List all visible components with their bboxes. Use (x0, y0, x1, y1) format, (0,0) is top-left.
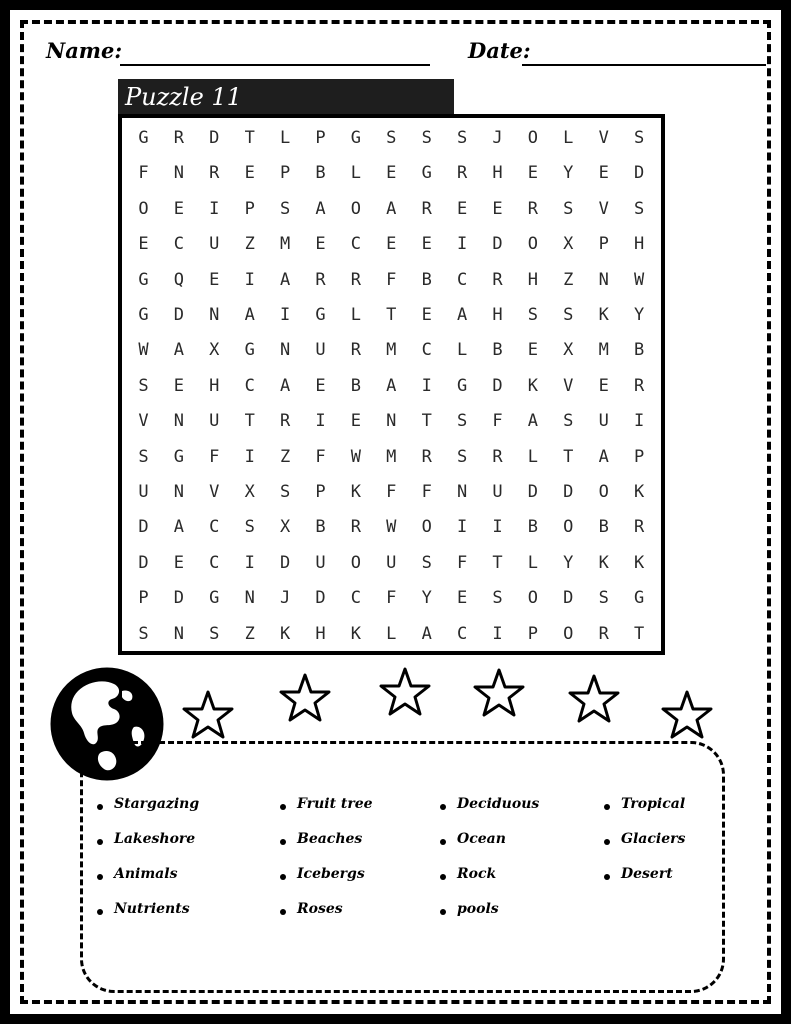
grid-letter: A (421, 623, 432, 644)
grid-letter: R (209, 163, 220, 184)
grid-letter: J (279, 588, 291, 609)
grid-letter: S (138, 375, 149, 396)
grid-letter: C (209, 517, 220, 538)
grid-letter: S (563, 305, 574, 325)
grid-letter: S (456, 128, 468, 148)
grid-letter: Z (279, 446, 291, 467)
grid-letter: L (527, 552, 539, 573)
grid-letter: E (315, 375, 326, 396)
grid-letter: L (456, 340, 468, 361)
grid-letter: G (138, 269, 149, 290)
grid-letter: A (173, 340, 185, 361)
grid-letter: W (138, 340, 149, 361)
grid-letter: I (209, 198, 220, 219)
grid-letter: G (138, 128, 149, 148)
grid-letter: O (527, 234, 539, 255)
grid-letter: X (244, 482, 255, 502)
grid-letter: X (563, 234, 574, 255)
grid-letter: E (138, 234, 149, 255)
grid-letter: F (209, 446, 220, 467)
word-item: Ocean (457, 831, 506, 847)
grid-letter: M (386, 340, 397, 361)
grid-letter: A (598, 446, 609, 467)
bullet-icon (440, 909, 446, 915)
bullet-icon (97, 804, 103, 810)
grid-letter: O (421, 517, 432, 538)
grid-letter: E (421, 234, 432, 255)
grid-letter: C (209, 552, 220, 573)
grid-letter: S (138, 623, 149, 644)
grid-letter: M (279, 234, 291, 255)
grid-letter: B (598, 517, 609, 538)
grid-letter: T (633, 623, 645, 644)
grid-letter: S (456, 411, 468, 432)
grid-letter: C (244, 375, 255, 396)
grid-letter: I (456, 517, 468, 538)
puzzle-title: Puzzle 11 (118, 79, 454, 115)
grid-letter: S (209, 623, 220, 644)
grid-letter: D (209, 128, 220, 148)
grid-letter: G (244, 340, 255, 361)
grid-letter: L (350, 163, 362, 184)
grid-letter: S (386, 128, 397, 148)
grid-letter: W (386, 517, 397, 538)
grid-letter: E (209, 269, 220, 290)
grid-letter: B (421, 269, 432, 290)
date-field[interactable] (522, 64, 766, 66)
grid-letter: P (315, 482, 326, 502)
star-icon (661, 689, 713, 741)
star-icon (568, 673, 620, 725)
grid-letter: S (456, 446, 468, 467)
grid-letter: S (527, 305, 539, 325)
grid-letter: R (456, 163, 468, 184)
grid-letter: D (633, 163, 645, 184)
grid-letter: F (315, 446, 326, 467)
grid-letter: D (315, 588, 326, 609)
grid-letter: A (279, 269, 291, 290)
grid-letter: I (315, 411, 326, 432)
grid-letter: E (421, 305, 432, 325)
grid-letter: E (173, 198, 185, 219)
grid-letter: Q (173, 269, 185, 290)
grid-letter: E (173, 375, 185, 396)
grid-letter: A (244, 305, 255, 325)
grid-letter: T (492, 552, 503, 573)
grid-letter: B (315, 517, 326, 538)
grid-letter: F (138, 163, 149, 184)
word-item: Glaciers (621, 831, 686, 847)
grid-letter: E (350, 411, 362, 432)
grid-letter: C (456, 623, 468, 644)
grid-letter: S (598, 588, 609, 609)
star-icon (473, 667, 525, 719)
grid-letter: U (315, 340, 326, 361)
grid-letter: N (386, 411, 397, 432)
word-item: Icebergs (297, 866, 365, 882)
grid-letter: R (315, 269, 326, 290)
grid-letter: G (421, 163, 432, 184)
bullet-icon (440, 804, 446, 810)
grid-letter: K (598, 305, 609, 325)
grid-letter: O (350, 198, 362, 219)
grid-letter: I (633, 411, 645, 432)
grid-letter: I (421, 375, 432, 396)
bullet-icon (280, 909, 286, 915)
grid-letter: M (598, 340, 609, 361)
star-icon (182, 689, 234, 741)
grid-letter: X (279, 517, 291, 538)
grid-letter: F (492, 411, 503, 432)
grid-letter: G (138, 305, 149, 325)
grid-letter: K (350, 482, 362, 502)
grid-letter: W (350, 446, 362, 467)
grid-letter: C (421, 340, 432, 361)
grid-letter: N (244, 588, 255, 609)
grid-letter: Y (421, 588, 432, 609)
grid-letter: H (492, 305, 503, 325)
grid-letter: E (527, 340, 539, 361)
grid-letter: P (138, 588, 149, 609)
bullet-icon (604, 874, 610, 880)
letter-grid (118, 114, 665, 655)
grid-letter: E (244, 163, 255, 184)
grid-letter: E (598, 163, 609, 184)
bullet-icon (280, 874, 286, 880)
grid-letter: U (386, 552, 397, 573)
grid-letter: E (598, 375, 609, 396)
grid-letter: R (492, 269, 503, 290)
grid-letter: L (279, 128, 291, 148)
grid-letter: U (315, 552, 326, 573)
bullet-icon (280, 804, 286, 810)
grid-letter: A (527, 411, 539, 432)
grid-letter: V (598, 128, 609, 148)
grid-letter: H (209, 375, 220, 396)
grid-letter: R (633, 375, 645, 396)
word-item: Lakeshore (114, 831, 196, 847)
grid-letter: D (527, 482, 539, 502)
grid-letter: N (173, 482, 185, 502)
grid-letter: A (315, 198, 326, 219)
grid-letter: Z (244, 234, 255, 255)
grid-letter: S (421, 128, 432, 148)
grid-letter: R (492, 446, 503, 467)
grid-letter: X (563, 340, 574, 361)
name-label: Name: (46, 38, 123, 63)
grid-letter: R (421, 198, 432, 219)
grid-letter: L (527, 446, 539, 467)
star-icon (379, 666, 431, 718)
grid-letter: P (527, 623, 539, 644)
grid-letter: Y (563, 163, 574, 184)
grid-letter: P (279, 163, 291, 184)
bullet-icon (440, 839, 446, 845)
grid-letter: O (527, 588, 539, 609)
bullet-icon (97, 839, 103, 845)
grid-letter: U (209, 411, 220, 432)
grid-letter: A (386, 198, 397, 219)
grid-letter: Y (563, 552, 574, 573)
grid-letter: I (492, 517, 503, 538)
grid-letter: G (173, 446, 185, 467)
grid-letter: T (386, 305, 397, 325)
grid-letter: G (209, 588, 220, 609)
grid-letter: A (456, 305, 468, 325)
grid-letter: O (563, 517, 574, 538)
grid-letter: I (244, 552, 255, 573)
grid-letter: C (350, 588, 362, 609)
grid-letter: Z (563, 269, 574, 290)
grid-letter: D (279, 552, 291, 573)
grid-letter: S (563, 411, 574, 432)
grid-letter: V (138, 411, 149, 432)
word-item: Beaches (297, 831, 363, 847)
grid-letter: A (386, 375, 397, 396)
grid-letter: R (173, 128, 185, 148)
grid-letter: H (633, 234, 645, 255)
grid-letter: K (633, 482, 645, 502)
grid-letter: W (633, 269, 645, 290)
grid-letter: B (350, 375, 362, 396)
grid-letter: N (279, 340, 291, 361)
grid-letter: B (315, 163, 326, 184)
grid-letter: F (386, 588, 397, 609)
grid-letter: N (173, 163, 185, 184)
grid-letter: B (492, 340, 503, 361)
name-field[interactable] (120, 64, 430, 66)
grid-letter: D (138, 552, 149, 573)
grid-letter: E (386, 234, 397, 255)
grid-letter: H (527, 269, 539, 290)
grid-letter: L (386, 623, 397, 644)
grid-letter: C (350, 234, 362, 255)
grid-letter: E (315, 234, 326, 255)
grid-letter: U (138, 482, 149, 502)
word-item: Desert (621, 866, 673, 882)
grid-letter: F (456, 552, 468, 573)
grid-letter: V (209, 482, 220, 502)
date-label: Date: (468, 38, 531, 63)
grid-letter: P (315, 128, 326, 148)
grid-letter: B (527, 517, 539, 538)
grid-letter: O (138, 198, 149, 219)
grid-letter: O (598, 482, 609, 502)
word-item: Deciduous (457, 796, 540, 812)
grid-letter: I (244, 446, 255, 467)
grid-letter: N (173, 411, 185, 432)
grid-letter: K (350, 623, 362, 644)
grid-letter: F (386, 482, 397, 502)
grid-letter: E (386, 163, 397, 184)
grid-letter: E (456, 198, 468, 219)
grid-letter: E (527, 163, 539, 184)
grid-letter: V (563, 375, 574, 396)
grid-letter: G (315, 305, 326, 325)
grid-letter: P (598, 234, 609, 255)
grid-letter: R (633, 517, 645, 538)
grid-letter: R (527, 198, 539, 219)
grid-letter: T (421, 411, 432, 432)
grid-letter: C (456, 269, 468, 290)
grid-letter: N (209, 305, 220, 325)
grid-letter: U (598, 411, 609, 432)
word-item: Stargazing (114, 796, 200, 812)
grid-letter: S (633, 198, 645, 219)
grid-letter: D (138, 517, 149, 538)
grid-letter: G (456, 375, 468, 396)
grid-letter: E (492, 198, 503, 219)
grid-letter: G (633, 588, 645, 609)
grid-letter: C (173, 234, 185, 255)
grid-letter: S (138, 446, 149, 467)
bullet-icon (280, 839, 286, 845)
grid-letter: G (350, 128, 362, 148)
word-item: Rock (457, 866, 497, 882)
grid-letter: O (350, 552, 362, 573)
grid-letter: I (244, 269, 255, 290)
grid-letter: X (209, 340, 220, 361)
grid-letter: O (563, 623, 574, 644)
grid-letter: U (492, 482, 503, 502)
word-item: Roses (297, 901, 343, 917)
grid-letter: R (350, 517, 362, 538)
grid-letter: E (456, 588, 468, 609)
grid-letter: R (421, 446, 432, 467)
word-item: Animals (114, 866, 178, 882)
grid-letter: D (563, 482, 574, 502)
grid-letter: P (633, 446, 645, 467)
grid-letter: R (350, 269, 362, 290)
grid-letter: V (598, 198, 609, 219)
grid-letter: F (421, 482, 432, 502)
grid-letter: S (633, 128, 645, 148)
grid-letter: S (492, 588, 503, 609)
grid-letter: S (279, 198, 291, 219)
bullet-icon (97, 909, 103, 915)
grid-letter: U (209, 234, 220, 255)
grid-letter: N (173, 623, 185, 644)
grid-letter: D (173, 588, 185, 609)
bullet-icon (604, 839, 610, 845)
grid-letter: N (456, 482, 468, 502)
word-item: Tropical (621, 796, 686, 812)
grid-letter: A (279, 375, 291, 396)
grid-letter: O (527, 128, 539, 148)
grid-letter: K (598, 552, 609, 573)
grid-letter: H (492, 163, 503, 184)
grid-letter: K (633, 552, 645, 573)
grid-letter: I (456, 234, 468, 255)
grid-letter: R (279, 411, 291, 432)
grid-letter: T (244, 128, 255, 148)
grid-letter: L (350, 305, 362, 325)
grid-letter: R (598, 623, 609, 644)
grid-letter: T (244, 411, 255, 432)
grid-letter: L (563, 128, 574, 148)
bullet-icon (604, 804, 610, 810)
grid-letter: D (492, 234, 503, 255)
grid-letter: Z (244, 623, 255, 644)
word-item: Fruit tree (297, 796, 373, 812)
grid-letter: T (563, 446, 574, 467)
grid-letter: I (279, 305, 291, 325)
grid-letter: M (386, 446, 397, 467)
word-item: pools (457, 901, 499, 917)
grid-letter: F (386, 269, 397, 290)
grid-letter: E (173, 552, 185, 573)
star-icon (279, 672, 331, 724)
grid-letter: S (421, 552, 432, 573)
grid-letter: J (492, 128, 503, 148)
grid-letter: D (563, 588, 574, 609)
grid-letter: S (244, 517, 255, 538)
grid-letter: R (350, 340, 362, 361)
grid-letter: D (173, 305, 185, 325)
grid-letter: H (315, 623, 326, 644)
grid-letter: K (527, 375, 539, 396)
grid-letter: N (598, 269, 609, 290)
grid-letter: B (633, 340, 645, 361)
grid-letter: Y (633, 305, 645, 325)
word-item: Nutrients (114, 901, 190, 917)
grid-letter: A (173, 517, 185, 538)
grid-letter: I (492, 623, 503, 644)
grid-letter: K (279, 623, 291, 644)
grid-letter: S (563, 198, 574, 219)
grid-letter: P (244, 198, 255, 219)
grid-letter: D (492, 375, 503, 396)
bullet-icon (97, 874, 103, 880)
grid-letter: S (279, 482, 291, 502)
bullet-icon (440, 874, 446, 880)
